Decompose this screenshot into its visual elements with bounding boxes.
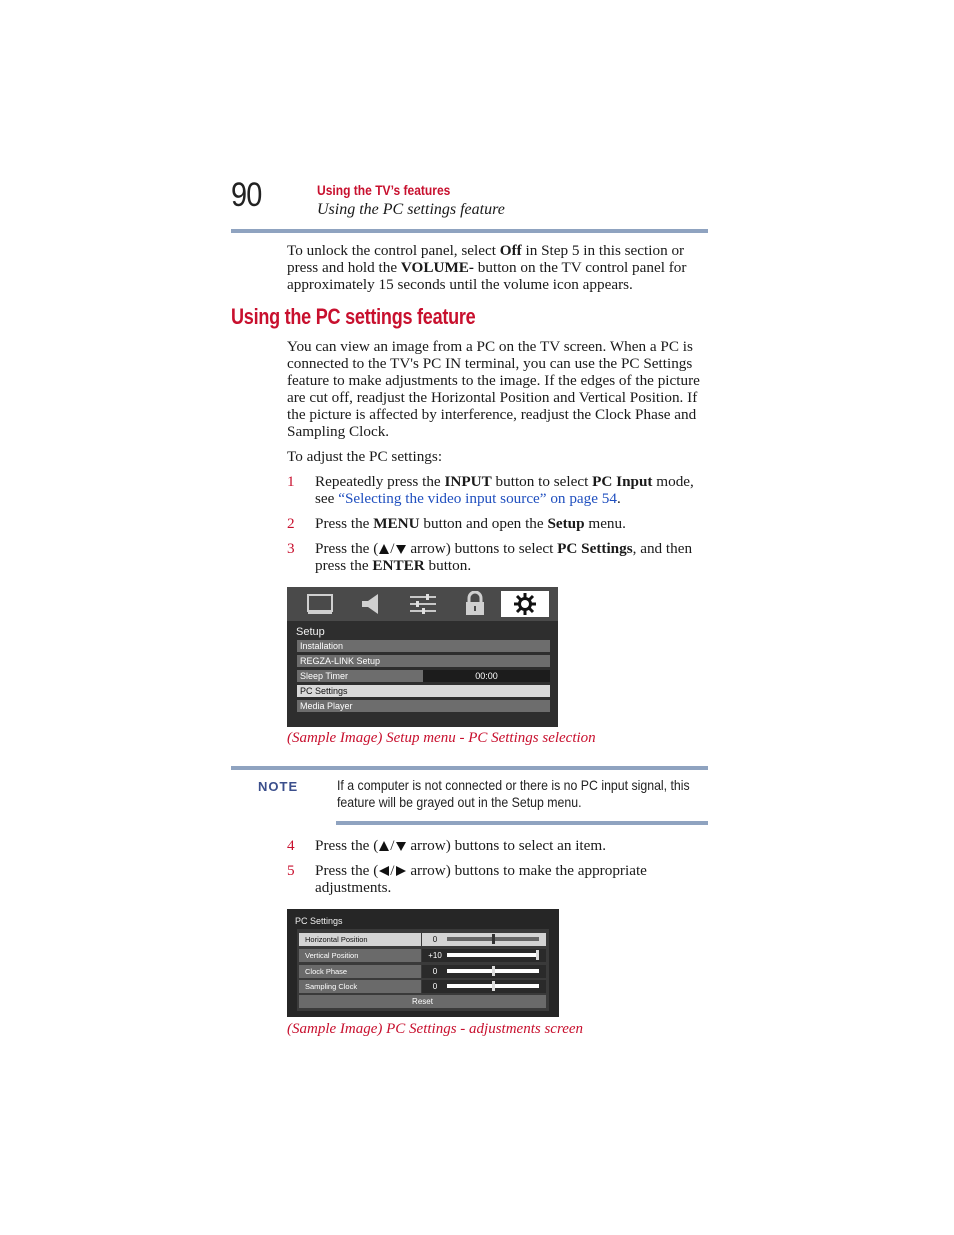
sound-icon	[348, 591, 396, 617]
lock-icon	[451, 591, 499, 617]
note-label: NOTE	[258, 779, 299, 794]
reset-button[interactable]: Reset	[299, 995, 546, 1008]
pc-setting-value: 0	[432, 982, 438, 991]
pc-settings-title: PC Settings	[295, 916, 343, 926]
sleep-timer-value: 00:00	[423, 670, 550, 682]
cross-reference-link[interactable]: “Selecting the video input source” on page 54	[338, 490, 617, 507]
pc-setting-slider-knob[interactable]	[536, 950, 539, 960]
menu-item-media-player[interactable]: Media Player	[297, 700, 550, 712]
pc-setting-value: 0	[432, 967, 438, 976]
menu-item-pc-settings[interactable]: PC Settings	[297, 685, 550, 697]
pc-setting-value: +10	[428, 951, 442, 960]
pc-setting-slider-knob[interactable]	[492, 934, 495, 944]
step-number: 5	[287, 862, 295, 879]
pc-setting-label[interactable]: Sampling Clock	[299, 980, 421, 993]
left-arrow-icon	[378, 865, 390, 877]
pc-setting-value: 0	[432, 935, 438, 944]
note-text: If a computer is not connected or there is no PC input signal, this feature will be grayed out in the Setup menu.	[337, 777, 690, 810]
section-paragraph: You can view an image from a PC on the TV screen. When a PC is connected to the TV's PC IN terminal, you can use the PC Settings feature to make adjustments to the image. If the edges of the picture are cut off, readjust the Horizontal Position and Vertical Position. If the picture is affected by interference, readjust the Clock Phase and Sampling Clock.	[287, 338, 700, 440]
section-subtitle: Using the PC settings feature	[317, 201, 505, 218]
pc-setting-slider-track[interactable]	[447, 953, 539, 957]
down-arrow-icon	[395, 543, 407, 555]
figure-caption: (Sample Image) PC Settings - adjustments screen	[287, 1021, 584, 1037]
note-top-rule	[231, 766, 708, 770]
preferences-icon	[400, 591, 448, 617]
up-arrow-icon	[378, 543, 390, 555]
step-text: Press the ( / arrow) buttons to select PC Settings, and then press the ENTER button.	[315, 540, 693, 574]
setup-menu-title: Setup	[296, 626, 325, 638]
chapter-title: Using the TV’s features	[317, 182, 451, 198]
pc-setting-label[interactable]: Vertical Position	[299, 949, 421, 962]
step-text: Press the MENU button and open the Setup menu.	[315, 515, 626, 532]
pc-setting-label[interactable]: Horizontal Position	[299, 933, 421, 946]
step-number: 1	[287, 473, 295, 490]
page-number: 90	[231, 176, 262, 214]
step-text: Press the ( / arrow) buttons to make the appropriate adjustments.	[315, 862, 647, 896]
step-number: 3	[287, 540, 295, 557]
intro-paragraph: To unlock the control panel, select Off in Step 5 in this section or press and hold the VOLUME- button on the TV control panel for approximately 15 seconds until the volume icon appears.	[287, 242, 687, 293]
step-number: 4	[287, 837, 295, 854]
step-number: 2	[287, 515, 295, 532]
pc-setting-slider-knob[interactable]	[492, 981, 495, 991]
pc-setting-slider-knob[interactable]	[492, 966, 495, 976]
up-arrow-icon	[378, 840, 390, 852]
menu-item-sleep-timer[interactable]	[297, 670, 550, 682]
pc-setting-label[interactable]: Clock Phase	[299, 965, 421, 978]
note-bottom-rule	[336, 821, 708, 825]
step-text: Press the ( / arrow) buttons to select an item.	[315, 837, 607, 854]
figure-caption: (Sample Image) Setup menu - PC Settings selection	[287, 730, 596, 746]
header-rule	[231, 229, 708, 233]
pc-settings-screen	[287, 909, 559, 1017]
down-arrow-icon	[395, 840, 407, 852]
setup-menu-screen	[287, 587, 558, 727]
menu-item-regza-link-setup[interactable]: REGZA-LINK Setup	[297, 655, 550, 667]
picture-icon	[297, 591, 345, 617]
menu-item-installation[interactable]: Installation	[297, 640, 550, 652]
right-arrow-icon	[395, 865, 407, 877]
section-heading: Using the PC settings feature	[231, 304, 476, 329]
step-text: Repeatedly press the INPUT button to select PC Input mode, see “Selecting the video input source” on page 54.	[315, 473, 694, 507]
menu-item-label: Sleep Timer	[300, 671, 349, 681]
setup-gear-icon	[501, 591, 549, 617]
lead-in-text: To adjust the PC settings:	[287, 448, 443, 465]
